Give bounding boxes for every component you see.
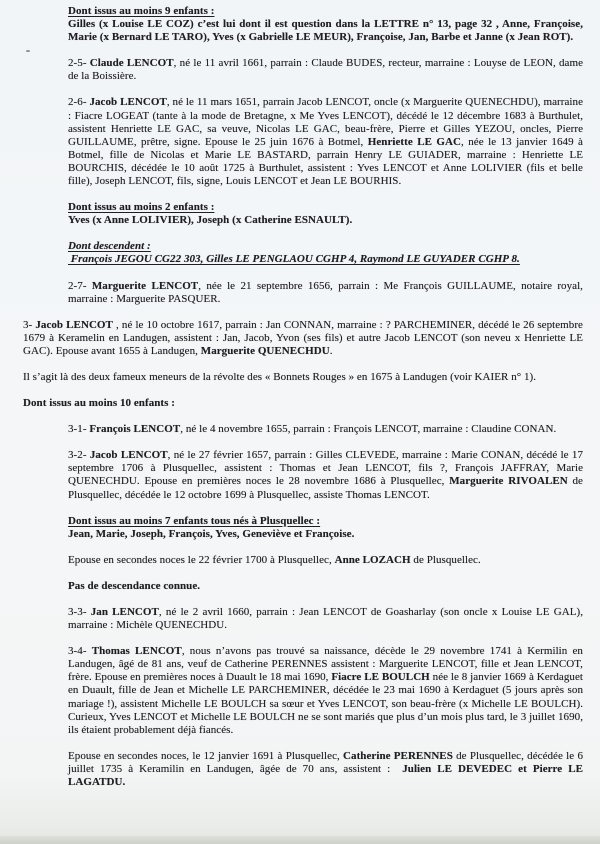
text-run: 3- (23, 318, 36, 331)
text-run: Dont issus au moins 9 enfants : (68, 5, 215, 17)
text-run: de Plusquellec. (410, 553, 481, 566)
text-run: Epouse en secondes noces, le 12 janvier 1691 à Plusquellec, (68, 749, 344, 762)
text-run: Marguerite QUENECHDU (200, 344, 330, 357)
text-run: Henriette LE GAC (367, 135, 462, 148)
text-run: Jean, Marie, Joseph, François, Yves, Geneviève et Françoise. (68, 527, 355, 540)
paragraph (68, 528, 583, 541)
text-run: Epouse en secondes noces le 22 février 1700 à Plusquellec, (68, 553, 335, 566)
text-run: Claude LENCOT (89, 57, 174, 70)
paragraph (23, 319, 583, 358)
text-run: , née le 13 janvier 1649 à Botmel, fille de Nicolas et Marie LE BASTARD, parrain Henry LE GUIADER, marraine : Henriette LE BOURCHIS, décédée le 10 août 1725 à Burthulet, assistent : Yves LENCOT et Anne LOLIVIER (fils et belle fille), Joseph LENCOT, fils, signe, Louis LENCOT et Jean LE BOURHIS. (68, 135, 583, 188)
text-run: François JEGOU CG22 303, Gilles LE PENGLAOU CGHP 4, Raymond LE GUYADER CGHP 8. (68, 253, 520, 266)
paragraph (23, 397, 583, 410)
paragraph (68, 201, 583, 214)
text-run: , née le 21 septembre 1656, parrain : Me François GUILLAUME, notaire royal, marraine : Marguerite PASQUER. (68, 279, 583, 305)
paragraph (68, 96, 583, 188)
paragraph (23, 371, 583, 384)
paragraph (68, 515, 583, 528)
paragraph (68, 606, 583, 632)
text-run: 2-7- (68, 279, 92, 292)
text-run: Jacob LENCOT (35, 318, 113, 331)
text-run: Il s’agit là des deux fameux meneurs de la révolte des « Bonnets Rouges » en 1675 à Landugen (voir KAIER n° 1). (23, 370, 537, 383)
text-run: Dont issus au moins 10 enfants : (23, 397, 175, 410)
text-run: , né le 2 avril 1660, parrain : Jean LENCOT de Goasharlay (son oncle x Louise LE GAL), marraine : Michèle QUENECHDU. (68, 606, 583, 632)
text-run: Pas de descendance connue. (68, 579, 201, 592)
paragraph (68, 240, 583, 253)
text-run: Catherine PERENNES (343, 749, 453, 762)
scan-speck (26, 50, 30, 52)
text-run: , né le 11 mars 1651, parrain Jacob LENCOT, oncle (x Marguerite QUENECHDU), marraine : Fiacre LOGEAT (tante à la mode de Bretagne, x Me Yves LENCOT), décédé le 12 décembre 1683 à Burthulet, assistent Henriette LE GAC, sa veuve, Nicolas LE GAC, beau-frère, Pierre et Gilles YEZOU, oncles, Pierre GUILLAUME, prêtre, signe. Epouse le 25 juin 1676 à Botmel, (68, 96, 583, 148)
paragraph (68, 645, 583, 737)
document-body (23, 5, 583, 802)
paragraph (68, 5, 583, 18)
text-run: Jan LENCOT (90, 606, 159, 618)
text-run: 3-3- (68, 606, 91, 618)
paragraph (68, 57, 583, 83)
text-run: 2-6- (68, 96, 90, 109)
text-run: 2-5- (68, 57, 90, 70)
paragraph (68, 253, 583, 266)
paragraph (68, 580, 583, 593)
scan-edge-artifact (0, 836, 600, 844)
text-run: , né le 10 octobre 1617, parrain : Jan CONNAN, marraine : ? PARCHEMINER, décédé le 26 septembre 1679 à Keramelin en Landugen, assistent : Jan, Jacob, Yvon (ses fils) et autre Jacob LENCOT (son neveu x Henriette LE GAC). Epouse avant 1655 à Landugen, (23, 318, 583, 357)
text-run: de Plusquellec, décédée le 6 juillet 1735 à Keramilin en Landugen, âgée de 70 ans, assistent : (68, 749, 583, 775)
paragraph (68, 214, 583, 227)
text-run: . (329, 344, 333, 357)
text-run: Yves (x Anne LOLIVIER), Joseph (x Catherine ESNAULT). (68, 214, 353, 227)
text-run: Marguerite LENCOT (91, 279, 199, 292)
text-run: , né le 27 février 1657, parrain : Gilles CLEVEDE, marraine : Marie CONAN, décédé le 17 septembre 1706 à Plusquellec, assistent : Thomas et Jean LENCOT, fils ?, François JAFFRAY, Marie QUENECHDU. Epouse en premières noces le 28 novembre 1686 à Plusquellec, (68, 449, 584, 488)
text-run: Gilles (x Louise LE COZ) c’est lui dont il est question dans la LETTRE n° 13, page 32 , Anne, Françoise, Marie (x Bernard LE TARO), Yves (x Gabrielle LE MEUR), Françoise, Jan, Barbe et Janne (x Jean ROT). (68, 18, 583, 44)
text-run: , nous n’avons pas trouvé sa naissance, décède le 29 novembre 1741 à Kermilin en Landugen, âgé de 81 ans, veuf de Catherine PERENNES assistent : Marguerite LENCOT, fille et Jean LENCOT, frère. Epouse en premières noces à Duault le 18 mai 1690, (68, 645, 583, 684)
text-run: Jacob LENCOT (89, 449, 168, 462)
text-run: Julien LE DEVEDEC et Pierre LE LAGATDU. (68, 762, 583, 789)
paragraph (68, 554, 583, 567)
paragraph (68, 449, 583, 501)
text-run: 3-4- (68, 645, 92, 658)
paragraph (68, 423, 583, 436)
text-run: , né le 11 avril 1661, parrain : Claude BUDES, recteur, marraine : Louyse de LEON, dame de la Boissière. (68, 57, 583, 83)
text-run: Dont descendent : (68, 240, 151, 253)
paragraph (68, 280, 583, 306)
text-run: née le 8 janvier 1669 à Kerdaguet en Duault, fille de Jean et Michelle LE PARCHEMINER, décédée le 23 mai 1690 à Kerdaguet (5 jours après son mariage !), assistent Michelle LE BOULCH sa sœur et Yves LENCOT, son beau-frère (x Michelle LE BOULCH). Curieux, Yves LENCOT et Michelle LE BOULCH ne se sont mariés que plus d’un mois plus tard, le 3 juillet 1690, ils étaient probablement déjà fiancés. (68, 671, 583, 736)
text-run: Dont issus au moins 2 enfants : (68, 201, 215, 214)
paragraph (68, 18, 583, 44)
text-run: Dont issus au moins 7 enfants tous nés à Plusquellec : (68, 514, 321, 527)
text-run: Thomas LENCOT (91, 645, 182, 658)
paragraph (68, 750, 583, 789)
text-run: Anne LOZACH (334, 553, 411, 566)
text-run: Marguerite RIVOALEN (449, 475, 568, 488)
text-run: Jacob LENCOT (89, 96, 167, 109)
text-run: , né le 4 novembre 1655, parrain : François LENCOT, marraine : Claudine CONAN. (180, 423, 557, 436)
text-run: de Plusquellec, décédée le 12 octobre 1699 à Plusquellec, assiste Thomas LENCOT. (68, 475, 583, 501)
text-run: François LENCOT (89, 423, 181, 436)
text-run: 3-2- (68, 449, 90, 462)
text-run: 3-1- (68, 423, 90, 436)
text-run: Fiacre LE BOULCH (331, 671, 430, 684)
